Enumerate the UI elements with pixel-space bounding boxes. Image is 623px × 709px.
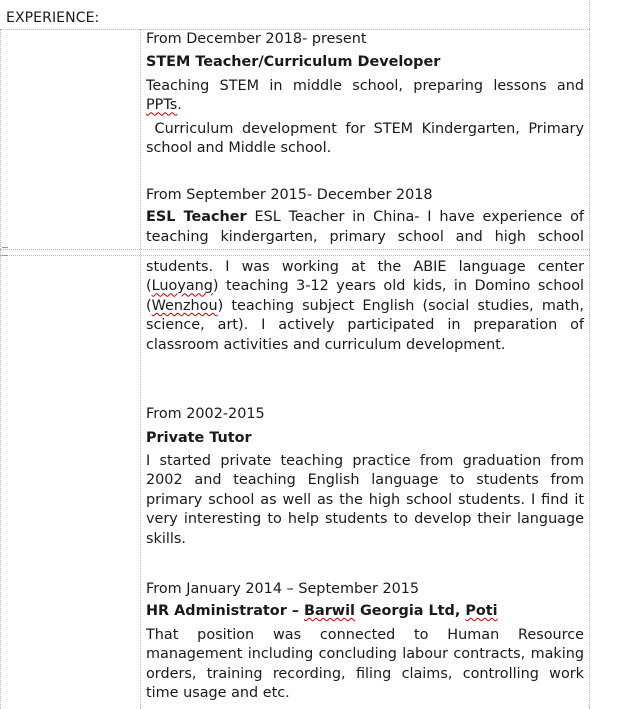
entry-hr-title-c: Georgia Ltd, [354, 603, 466, 619]
entry-stem-desc1-line: Teaching STEM in middle school, preparing lessons and [146, 78, 584, 94]
entry-hr-title [146, 602, 584, 621]
entry-esl-dates: From September 2015- December 2018 [146, 187, 433, 203]
entry-stem-desc2: Curriculum development for STEM Kindergarten, Primary school and Middle school. [146, 121, 589, 157]
spelling-flag-poti: Poti [465, 603, 498, 619]
entry-esl-title-line [146, 208, 584, 227]
entry-hr-desc: That position was connected to Human Resource management including concluding labour contracts, making orders, training recording, filing claims, controlling work time usage and etc. [146, 627, 584, 702]
entry-stem-desc1 [146, 77, 584, 116]
spelling-flag-ppts: PPTs [146, 97, 178, 114]
entry-esl-desc-line1: ESL Teacher in China- I have experience of [246, 209, 584, 225]
entry-stem-desc1-dot: . [177, 97, 182, 114]
table-column-divider [140, 29, 141, 709]
entry-esl-cont-a: students. I was working at the ABIE language center ( [146, 259, 584, 295]
table-border-right-heading [589, 0, 590, 29]
entry-tutor-desc: I started private teaching practice from graduation from 2002 and teaching English language to students from primary school as well as the high school students. I find it very interesting to help students to develop their language skills. [146, 453, 584, 547]
spelling-flag-wenzhou: Wenzhou [151, 297, 218, 314]
entry-stem-title: STEM Teacher/Curriculum Developer [146, 54, 441, 70]
row-break-top [0, 249, 590, 250]
entry-tutor-title: Private Tutor [146, 430, 252, 446]
entry-stem-desc1-tail [146, 96, 584, 115]
entry-esl-cont-c: ) teaching subject English (social studies, math, science, art). I actively participated in preparation of classroom activities and curriculum development. [146, 297, 584, 353]
entry-hr-title-a: HR Administrator – [146, 603, 305, 619]
table-border-right [589, 29, 590, 709]
section-title: EXPERIENCE: [6, 10, 100, 26]
entry-esl-cont-b: ) teaching 3-12 years old kids, in Domino school ( [146, 278, 584, 314]
spelling-flag-luoyang: Luoyang [151, 278, 213, 295]
spelling-flag-barwil: Barwil [304, 603, 355, 619]
entry-hr-dates: From January 2014 – September 2015 [146, 581, 420, 597]
entry-tutor-dates: From 2002-2015 [146, 406, 265, 422]
row-break-bottom [0, 255, 590, 256]
entry-esl-desc-cont [146, 258, 584, 355]
row-break-marker [2, 247, 8, 256]
entry-stem-dates: From December 2018- present [146, 31, 367, 47]
table-border-left [0, 29, 1, 709]
entry-esl-title: ESL Teacher [146, 209, 247, 225]
entry-esl-desc-line2: teaching kindergarten, primary school and high school [146, 229, 584, 245]
